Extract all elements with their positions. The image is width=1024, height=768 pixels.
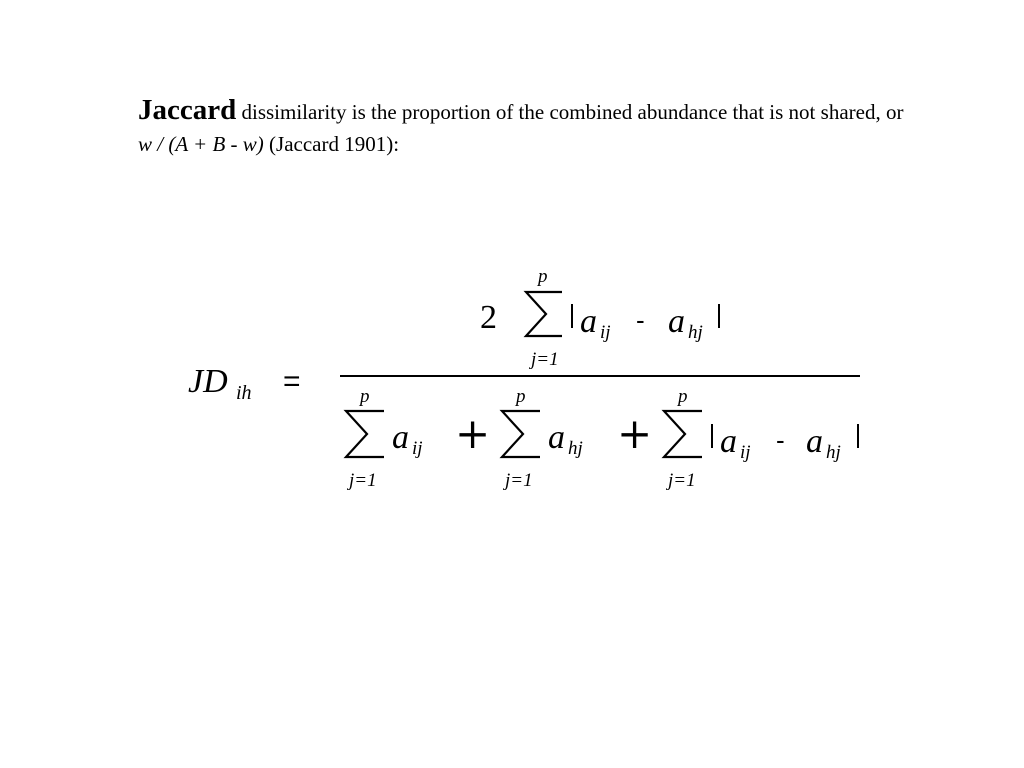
denominator-sum3-upper: p (678, 386, 688, 407)
denominator-sigma-3 (664, 411, 702, 457)
denominator-term1-sub: ij (412, 438, 423, 459)
numerator-minus: - (636, 305, 645, 335)
definition-fraction: w / (A + B - w) (138, 132, 264, 156)
denominator-term3-sub2: hj (826, 442, 841, 463)
lhs-subscript: ih (236, 382, 252, 404)
denominator-sigma-2 (502, 411, 540, 457)
denominator-plus-1: + (455, 409, 491, 458)
denominator-minus: - (776, 425, 785, 455)
numerator-sub2: hj (688, 322, 703, 343)
denominator-sum3-lower: j=1 (668, 470, 696, 491)
numerator-sum-upper: p (538, 266, 548, 287)
denominator-term2-sub: hj (568, 438, 583, 459)
denominator-sigma-1 (346, 411, 384, 457)
numerator-sum-lower: j=1 (531, 349, 559, 370)
denominator-sum2-upper: p (516, 386, 526, 407)
denominator-sum1-upper: p (360, 386, 370, 407)
citation: (Jaccard 1901): (263, 132, 400, 156)
denominator-term1-a: a (392, 419, 409, 456)
denominator-sum2-lower: j=1 (505, 470, 533, 491)
definition-body: dissimilarity is the proportion of the combined abundance that is not shared, or (236, 100, 904, 124)
numerator-a2: a (668, 303, 685, 340)
lhs-base: JD (188, 363, 228, 400)
denominator-term3-sub1: ij (740, 442, 751, 463)
numerator-coefficient: 2 (480, 299, 497, 336)
term-jaccard: Jaccard (138, 94, 237, 126)
denominator-plus-2: + (617, 409, 653, 458)
denominator-sum1-lower: j=1 (349, 470, 377, 491)
numerator-sigma (526, 292, 562, 336)
denominator-term2-a: a (548, 419, 565, 456)
numerator-a1: a (580, 303, 597, 340)
denominator-term3-a1: a (720, 423, 737, 460)
numerator-sub1: ij (600, 322, 611, 343)
equals-sign: = (283, 365, 301, 398)
denominator-term3-a2: a (806, 423, 823, 460)
